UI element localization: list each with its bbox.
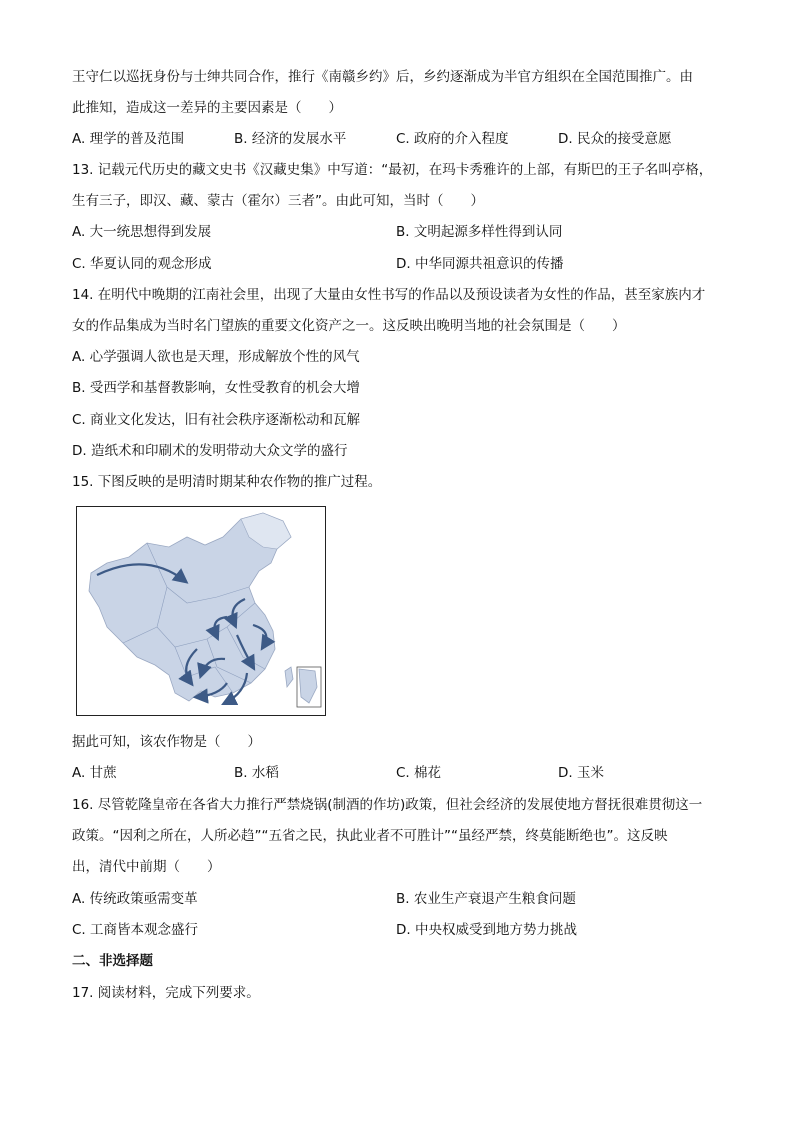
q16-option-d: D. 中央权威受到地方势力挑战 — [396, 922, 577, 938]
q12-option-d: D. 民众的接受意愿 — [558, 131, 672, 147]
q12-option-a: A. 理学的普及范围 — [72, 131, 185, 147]
q14-option-b: B. 受西学和基督教影响，女性受教育的机会大增 — [72, 380, 360, 396]
question-16-text-line3: 出，清代中前期（ ） — [72, 859, 221, 875]
question-13-text-line2: 生有三子，即汉、藏、蒙古（霍尔）三者”。由此可知，当时（ ） — [72, 193, 484, 209]
q12-option-b: B. 经济的发展水平 — [234, 131, 347, 147]
south-sea-inset-land — [299, 669, 317, 703]
q13-option-b: B. 文明起源多样性得到认同 — [396, 224, 563, 240]
q16-option-b: B. 农业生产衰退产生粮食问题 — [396, 891, 576, 907]
q15-option-b: B. 水稻 — [234, 765, 279, 781]
q15-option-a: A. 甘蔗 — [72, 765, 117, 781]
question-14-text-line1: 14. 在明代中晚期的江南社会里，出现了大量由女性书写的作品以及预设读者为女性的作品，甚至家族内才 — [72, 287, 706, 303]
q15-option-c: C. 棉花 — [396, 765, 442, 781]
q16-option-a: A. 传统政策亟需变革 — [72, 891, 198, 907]
q16-option-c: C. 工商皆本观念盛行 — [72, 922, 199, 938]
question-12-text-line1: 王守仁以巡抚身份与士绅共同合作，推行《南赣乡约》后，乡约逐渐成为半官方组织在全国范围推广。由 — [72, 69, 693, 85]
q12-option-c: C. 政府的介入程度 — [396, 131, 509, 147]
q13-option-d: D. 中华同源共祖意识的传播 — [396, 256, 564, 272]
question-14-text-line2: 女的作品集成为当时名门望族的重要文化资产之一。这反映出晚明当地的社会氛围是（ ） — [72, 318, 626, 334]
question-15-text-line1: 15. 下图反映的是明清时期某种农作物的推广过程。 — [72, 474, 382, 490]
q13-option-a: A. 大一统思想得到发展 — [72, 224, 212, 240]
question-13-text-line1: 13. 记载元代历史的藏文史书《汉藏史集》中写道：“最初，在玛卡秀雅许的上部，有斯巴的王子名叫亭格， — [72, 162, 713, 178]
q14-option-d: D. 造纸术和印刷术的发明带动大众文学的盛行 — [72, 443, 348, 459]
q14-option-a: A. 心学强调人欲也是天理，形成解放个性的风气 — [72, 349, 360, 365]
crop-spread-map — [76, 506, 326, 716]
question-12-text-line2: 此推知，造成这一差异的主要因素是（ ） — [72, 100, 342, 116]
question-17-text-line1: 17. 阅读材料，完成下列要求。 — [72, 985, 260, 1001]
section-heading: 二、非选择题 — [72, 953, 153, 969]
china-map-figure — [77, 507, 325, 715]
q15-option-d: D. 玉米 — [558, 765, 604, 781]
question-16-text-line2: 政策。“因利之所在，人所必趋”“五省之民，执此业者不可胜计”“虽经严禁，终莫能断绝也”。这反映 — [72, 828, 668, 844]
q14-option-c: C. 商业文化发达，旧有社会秩序逐渐松动和瓦解 — [72, 412, 361, 428]
q13-option-c: C. 华夏认同的观念形成 — [72, 256, 212, 272]
question-15-prompt: 据此可知，该农作物是（ ） — [72, 734, 261, 750]
taiwan-island — [285, 667, 293, 687]
question-16-text-line1: 16. 尽管乾隆皇帝在各省大力推行严禁烧锅(制酒的作坊)政策，但社会经济的发展使地方督抚很难贯彻这一 — [72, 797, 703, 813]
